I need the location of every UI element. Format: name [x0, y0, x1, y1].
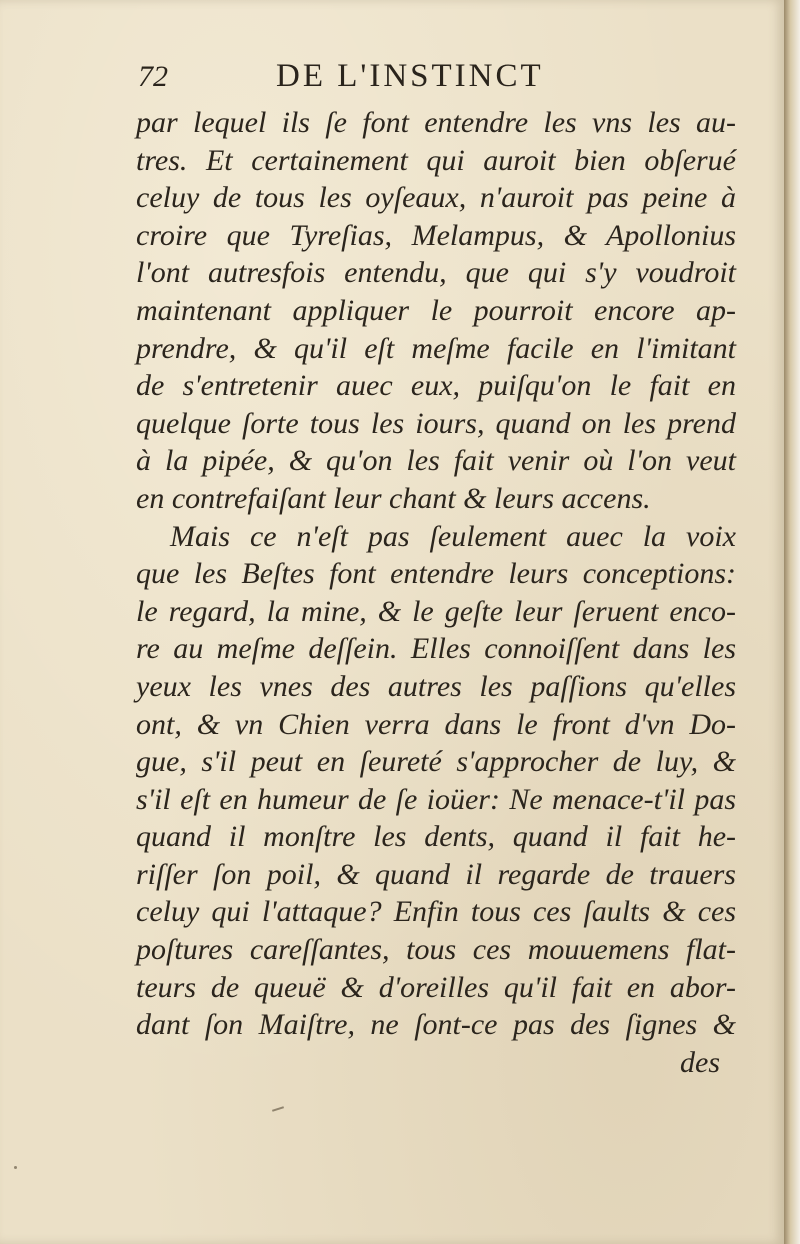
text-line: ont, & vn Chien verra dans le front d'vn Do-: [136, 707, 736, 741]
text-line: teurs de queuë & d'oreilles qu'il fait en abor-: [136, 970, 736, 1004]
page-binding-edge: [784, 0, 800, 1244]
text-line: celuy de tous les oyſeaux, n'auroit pas peine à: [136, 181, 736, 215]
pencil-mark: [272, 1106, 284, 1112]
text-line: l'ont autresfois entendu, que qui s'y voudroit: [136, 256, 736, 290]
text-line: riſſer ſon poil, & quand il regarde de trauers: [136, 857, 736, 891]
running-head: DE L'INSTINCT: [276, 58, 544, 94]
text-line: que les Beſtes font entendre leurs conceptions:: [136, 557, 736, 591]
text-line: re au meſme deſſein. Elles connoiſſent dans les: [136, 632, 736, 666]
text-line: s'il eſt en humeur de ſe ioüer: Ne menace-t'il pas: [136, 782, 736, 816]
text-line: tres. Et certainement qui auroit bien obſerué: [136, 143, 736, 177]
catchword: des: [680, 1045, 720, 1079]
paragraph-start-line: Mais ce n'eſt pas ſeulement auec la voix: [170, 519, 736, 553]
text-line: en contrefaiſant leur chant & leurs accens.: [136, 481, 651, 515]
text-line: gue, s'il peut en ſeureté s'approcher de luy, &: [136, 745, 736, 779]
text-line: yeux les vnes des autres les paſſions qu'elles: [136, 669, 736, 703]
text-line: le regard, la mine, & le geſte leur ſeruent enco-: [136, 594, 736, 628]
text-line: à la pipée, & qu'on les fait venir où l'on veut: [136, 444, 736, 478]
text-line: de s'entretenir auec eux, puiſqu'on le fait en: [136, 369, 736, 403]
page-speck: [14, 1166, 17, 1169]
text-line: prendre, & qu'il eſt meſme facile en l'imitant: [136, 331, 736, 365]
text-line: maintenant appliquer le pourroit encore ap-: [136, 293, 736, 327]
body-text: [136, 104, 736, 1081]
text-line: quand il monſtre les dents, quand il fait he-: [136, 820, 736, 854]
page-header: [138, 58, 758, 102]
text-line: dant ſon Maiſtre, ne ſont-ce pas des ſignes &: [136, 1008, 736, 1042]
text-line: par lequel ils ſe font entendre les vns les au-: [136, 106, 736, 139]
page-number: 72: [138, 60, 168, 93]
text-line: quelque ſorte tous les iours, quand on les prend: [136, 406, 736, 440]
text-line: croire que Tyreſias, Melampus, & Apollonius: [136, 218, 736, 252]
text-line: celuy qui l'attaque? Enfin tous ces ſaults & ces: [136, 895, 736, 929]
text-line: poſtures careſſantes, tous ces mouuemens flat-: [136, 933, 736, 967]
